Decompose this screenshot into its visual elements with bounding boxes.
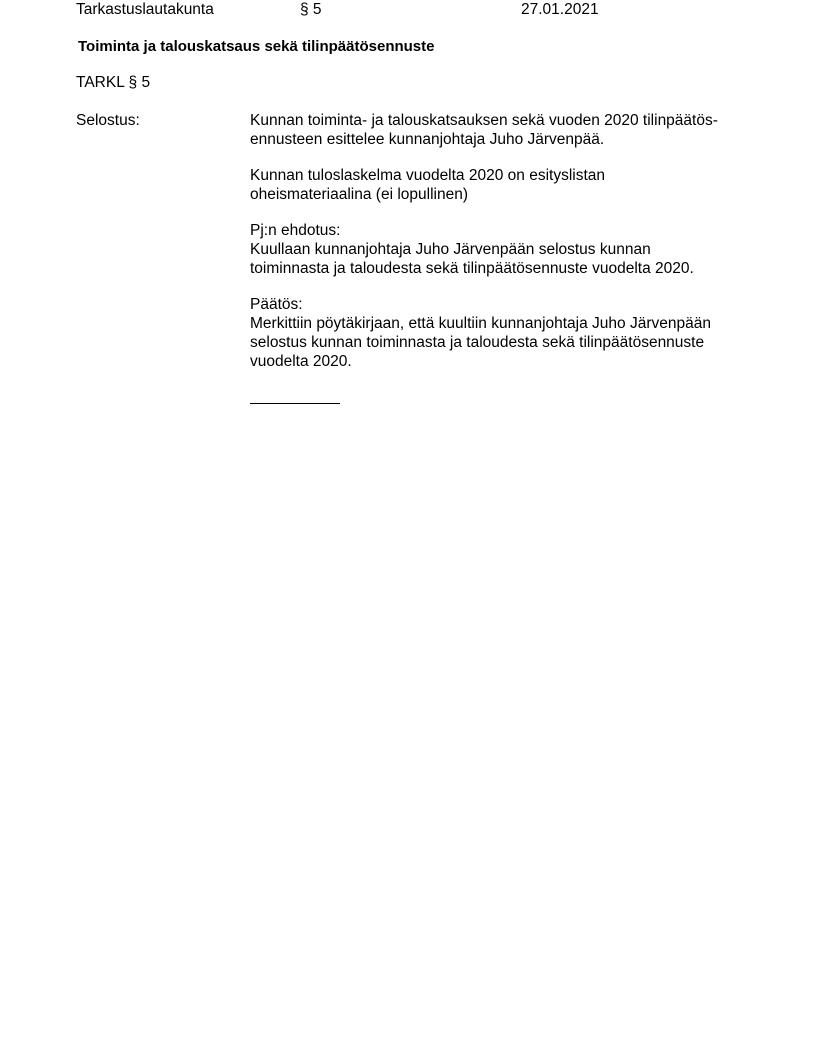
page-title: Toiminta ja talouskatsaus sekä tilinpäätösennuste — [78, 38, 435, 55]
paragraph-line: Merkittiin pöytäkirjaan, että kuultiin kunnanjohtaja Juho Järvenpään — [250, 315, 711, 332]
header-board-name: Tarkastuslautakunta — [76, 1, 214, 18]
header-date: 27.01.2021 — [521, 1, 599, 18]
paragraph-line: ennusteen esittelee kunnanjohtaja Juho Järvenpää. — [250, 131, 605, 148]
paragraph-line: Kunnan toiminta- ja talouskatsauksen sekä vuoden 2020 tilinpäätös- — [250, 112, 718, 129]
signature-line — [250, 403, 340, 404]
paragraph-chair-proposal — [250, 221, 750, 278]
paragraph-line: oheismateriaalina (ei lopullinen) — [250, 186, 468, 203]
paragraph-line: vuodelta 2020. — [250, 353, 352, 370]
selostus-label: Selostus: — [76, 112, 140, 129]
proposal-heading: Pj:n ehdotus: — [250, 222, 341, 239]
paragraph-overview — [250, 111, 750, 149]
paragraph-income-statement — [250, 166, 750, 204]
paragraph-line: Kunnan tuloslaskelma vuodelta 2020 on esityslistan — [250, 167, 606, 184]
paragraph-decision — [250, 295, 750, 371]
section-reference: TARKL § 5 — [76, 74, 151, 91]
decision-heading: Päätös: — [250, 296, 303, 313]
paragraph-line: Kuullaan kunnanjohtaja Juho Järvenpään selostus kunnan — [250, 241, 651, 258]
paragraph-line: selostus kunnan toiminnasta ja taloudesta sekä tilinpäätösennuste — [250, 334, 705, 351]
paragraph-line: toiminnasta ja taloudesta sekä tilinpäätösennuste vuodelta 2020. — [250, 260, 694, 277]
header-section-number: § 5 — [300, 1, 322, 18]
